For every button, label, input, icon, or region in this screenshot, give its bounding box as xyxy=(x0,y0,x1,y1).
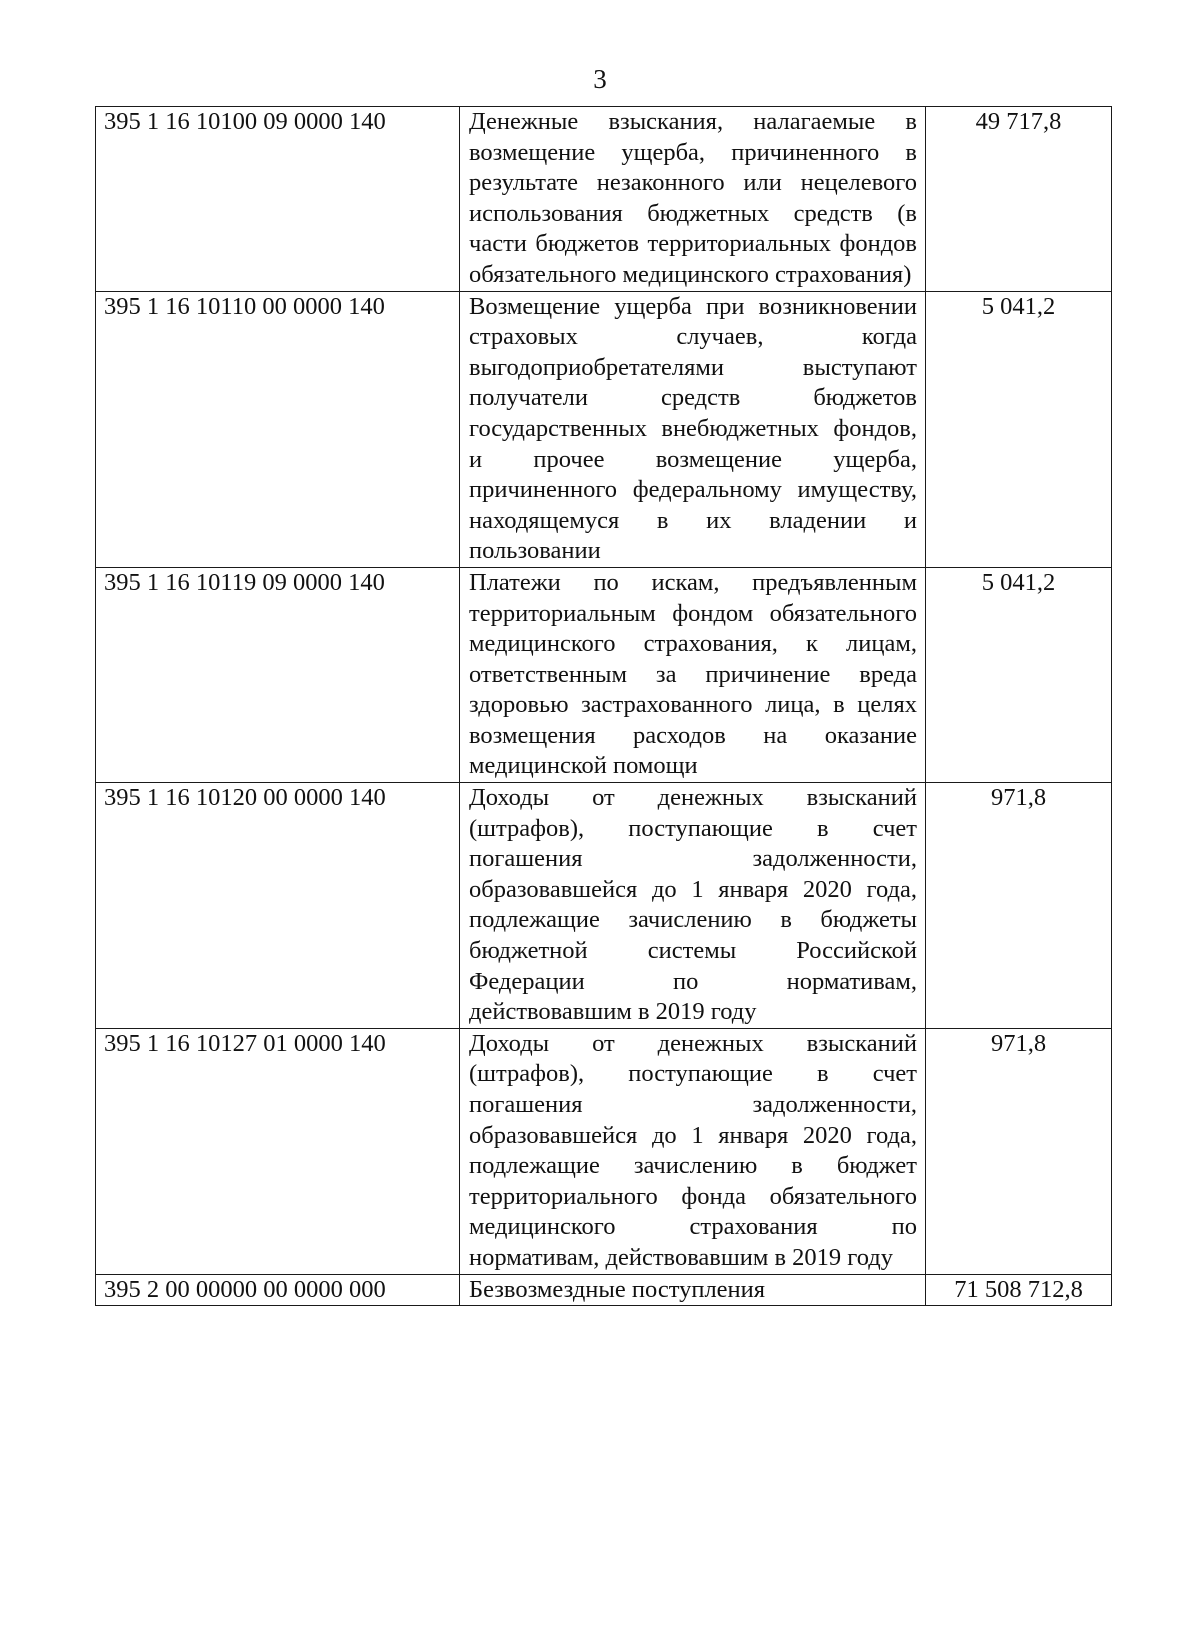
table-row xyxy=(96,1028,1112,1274)
income-table xyxy=(95,106,1112,1306)
budget-code-cell: 395 1 16 10100 09 0000 140 xyxy=(96,107,460,292)
amount-cell: 971,8 xyxy=(926,783,1112,1029)
table-row xyxy=(96,107,1112,292)
description-cell: Доходы от денежных взысканий (штрафов), поступающие в счет погашения задолженности, образовавшейся до 1 января 2020 года, подлежащие зачислению в бюджеты бюджетной системы Российской Федерации по нормативам, действовавшим в 2019 году xyxy=(460,783,926,1029)
description-cell: Доходы от денежных взысканий (штрафов), поступающие в счет погашения задолженности, образовавшейся до 1 января 2020 года, подлежащие зачислению в бюджет территориального фонда обязательного медицинского страхования по нормативам, действовавшим в 2019 году xyxy=(460,1028,926,1274)
description-cell: Безвозмездные поступления xyxy=(460,1274,926,1306)
table-row xyxy=(96,567,1112,782)
budget-code-cell: 395 2 00 00000 00 0000 000 xyxy=(96,1274,460,1306)
amount-cell: 5 041,2 xyxy=(926,291,1112,567)
amount-cell: 5 041,2 xyxy=(926,567,1112,782)
budget-code-cell: 395 1 16 10127 01 0000 140 xyxy=(96,1028,460,1274)
table-row xyxy=(96,1274,1112,1306)
description-cell: Возмещение ущерба при возникновении страховых случаев, когда выгодоприобретателями выступают получатели средств бюджетов государственных внебюджетных фондов, и прочее возмещение ущерба, причиненного федеральному имуществу, находящемуся в их владении и пользовании xyxy=(460,291,926,567)
budget-code-cell: 395 1 16 10110 00 0000 140 xyxy=(96,291,460,567)
description-cell: Денежные взыскания, налагаемые в возмещение ущерба, причиненного в результате незаконного или нецелевого использования бюджетных средств (в части бюджетов территориальных фондов обязательного медицинского страхования) xyxy=(460,107,926,292)
budget-code-cell: 395 1 16 10120 00 0000 140 xyxy=(96,783,460,1029)
amount-cell: 49 717,8 xyxy=(926,107,1112,292)
amount-cell: 971,8 xyxy=(926,1028,1112,1274)
amount-cell: 71 508 712,8 xyxy=(926,1274,1112,1306)
budget-code-cell: 395 1 16 10119 09 0000 140 xyxy=(96,567,460,782)
description-cell: Платежи по искам, предъявленным территориальным фондом обязательного медицинского страхования, к лицам, ответственным за причинение вреда здоровью застрахованного лица, в целях возмещения расходов на оказание медицинской помощи xyxy=(460,567,926,782)
table-row xyxy=(96,783,1112,1029)
table-row xyxy=(96,291,1112,567)
page-number: 3 xyxy=(593,64,607,94)
